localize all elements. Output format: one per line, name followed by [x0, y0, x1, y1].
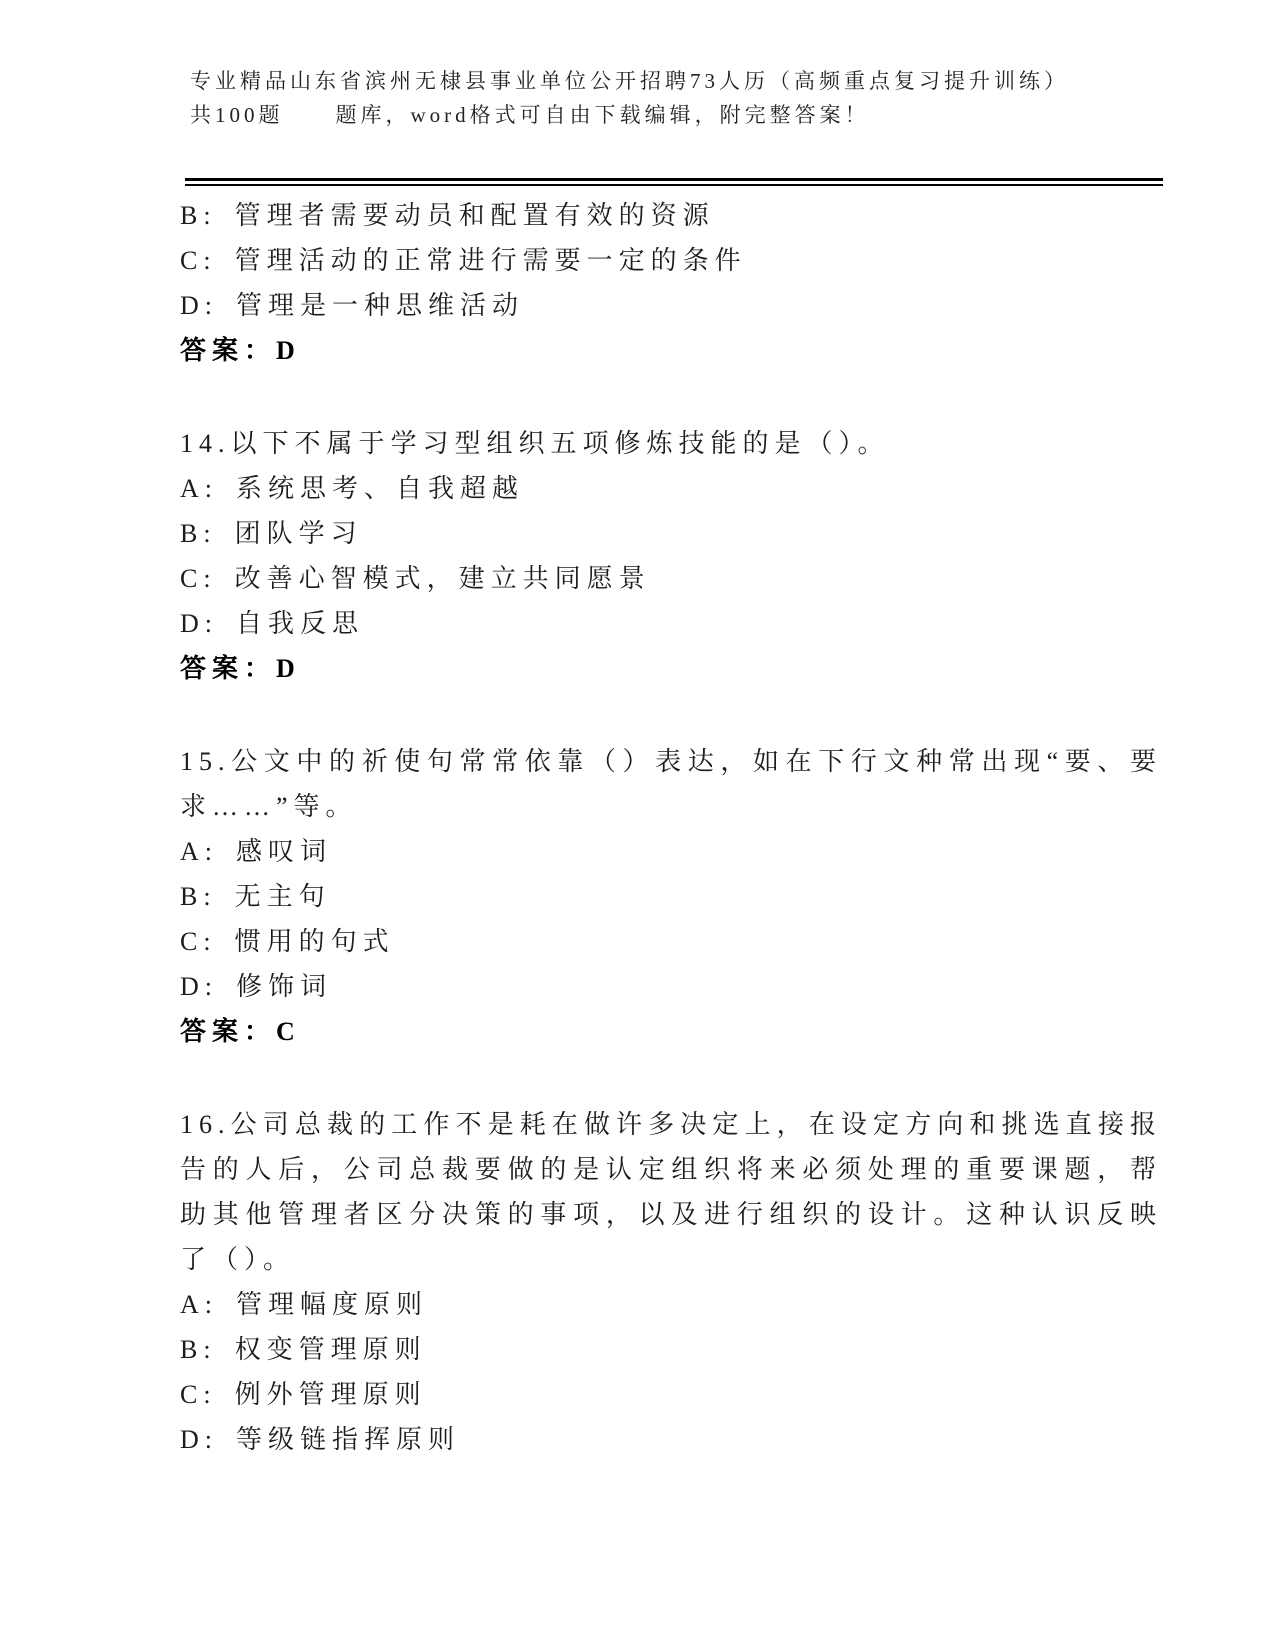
option-text: 团队学习 [234, 519, 363, 548]
option-row [180, 466, 1162, 511]
option-text: 自我反思 [236, 609, 365, 638]
option-label: D: [180, 291, 218, 320]
option-text: 改善心智模式，建立共同愿景 [234, 564, 651, 593]
header-subtitle: 题库，word格式可自由下载编辑，附完整答案！ [335, 103, 870, 127]
header-title-line-2 [190, 98, 1165, 132]
option-text: 无主句 [234, 882, 331, 911]
header-title-line-1: 专业精品山东省滨州无棣县事业单位公开招聘73人历（高频重点复习提升训练） [190, 69, 1069, 93]
question-block [180, 739, 1162, 1054]
option-text: 感叹词 [236, 837, 333, 866]
option-row [180, 1372, 1162, 1417]
option-text: 管理幅度原则 [236, 1290, 429, 1319]
option-label: B: [180, 1335, 217, 1364]
option-row [180, 1327, 1162, 1372]
question-text-line: 告的人后，公司总裁要做的是认定组织将来必须处理的重要课题，帮 [180, 1155, 1162, 1184]
question-block [180, 193, 1162, 373]
option-label: A: [180, 474, 218, 503]
header-double-rule [185, 178, 1163, 186]
option-row [180, 919, 1162, 964]
question-text-line: 求……”等。 [180, 792, 358, 821]
page-header [0, 0, 1275, 132]
option-text: 管理者需要动员和配置有效的资源 [234, 201, 715, 230]
option-row [180, 1282, 1162, 1327]
option-label: A: [180, 837, 218, 866]
question-block [180, 1102, 1162, 1462]
option-label: B: [180, 882, 217, 911]
option-row [180, 556, 1162, 601]
question-block [180, 421, 1162, 691]
option-text: 修饰词 [236, 972, 333, 1001]
option-label: B: [180, 201, 217, 230]
answer-line: 答案：D [180, 336, 301, 365]
document-body [180, 193, 1162, 1462]
option-text: 管理活动的正常进行需要一定的条件 [234, 246, 747, 275]
option-row [180, 238, 1162, 283]
question-text-line: 了（）。 [180, 1245, 296, 1274]
option-label: C: [180, 246, 217, 275]
option-row [180, 874, 1162, 919]
question-text-line: 16.公司总裁的工作不是耗在做许多决定上，在设定方向和挑选直接报 [180, 1110, 1162, 1139]
option-label: D: [180, 972, 218, 1001]
option-text: 等级链指挥原则 [236, 1425, 461, 1454]
option-text: 惯用的句式 [234, 927, 395, 956]
question-text-line: 14.以下不属于学习型组织五项修炼技能的是（）。 [180, 429, 890, 458]
option-row [180, 829, 1162, 874]
option-label: D: [180, 609, 218, 638]
option-label: B: [180, 519, 217, 548]
option-text: 管理是一种思维活动 [236, 291, 525, 320]
answer-line: 答案：C [180, 1017, 301, 1046]
option-label: C: [180, 1380, 217, 1409]
answer-line: 答案：D [180, 654, 301, 683]
option-label: A: [180, 1290, 218, 1319]
option-text: 权变管理原则 [234, 1335, 427, 1364]
question-text-line: 助其他管理者区分决策的事项，以及进行组织的设计。这种认识反映 [180, 1200, 1162, 1229]
option-row [180, 1417, 1162, 1462]
option-label: D: [180, 1425, 218, 1454]
option-row [180, 283, 1162, 328]
option-row [180, 193, 1162, 238]
option-row [180, 964, 1162, 1009]
option-label: C: [180, 927, 217, 956]
question-text-line: 15.公文中的祈使句常常依靠（）表达，如在下行文种常出现“要、要 [180, 747, 1162, 776]
option-text: 系统思考、自我超越 [236, 474, 525, 503]
header-question-count: 共100题 [190, 103, 284, 127]
option-row [180, 601, 1162, 646]
option-label: C: [180, 564, 217, 593]
option-text: 例外管理原则 [234, 1380, 427, 1409]
option-row [180, 511, 1162, 556]
